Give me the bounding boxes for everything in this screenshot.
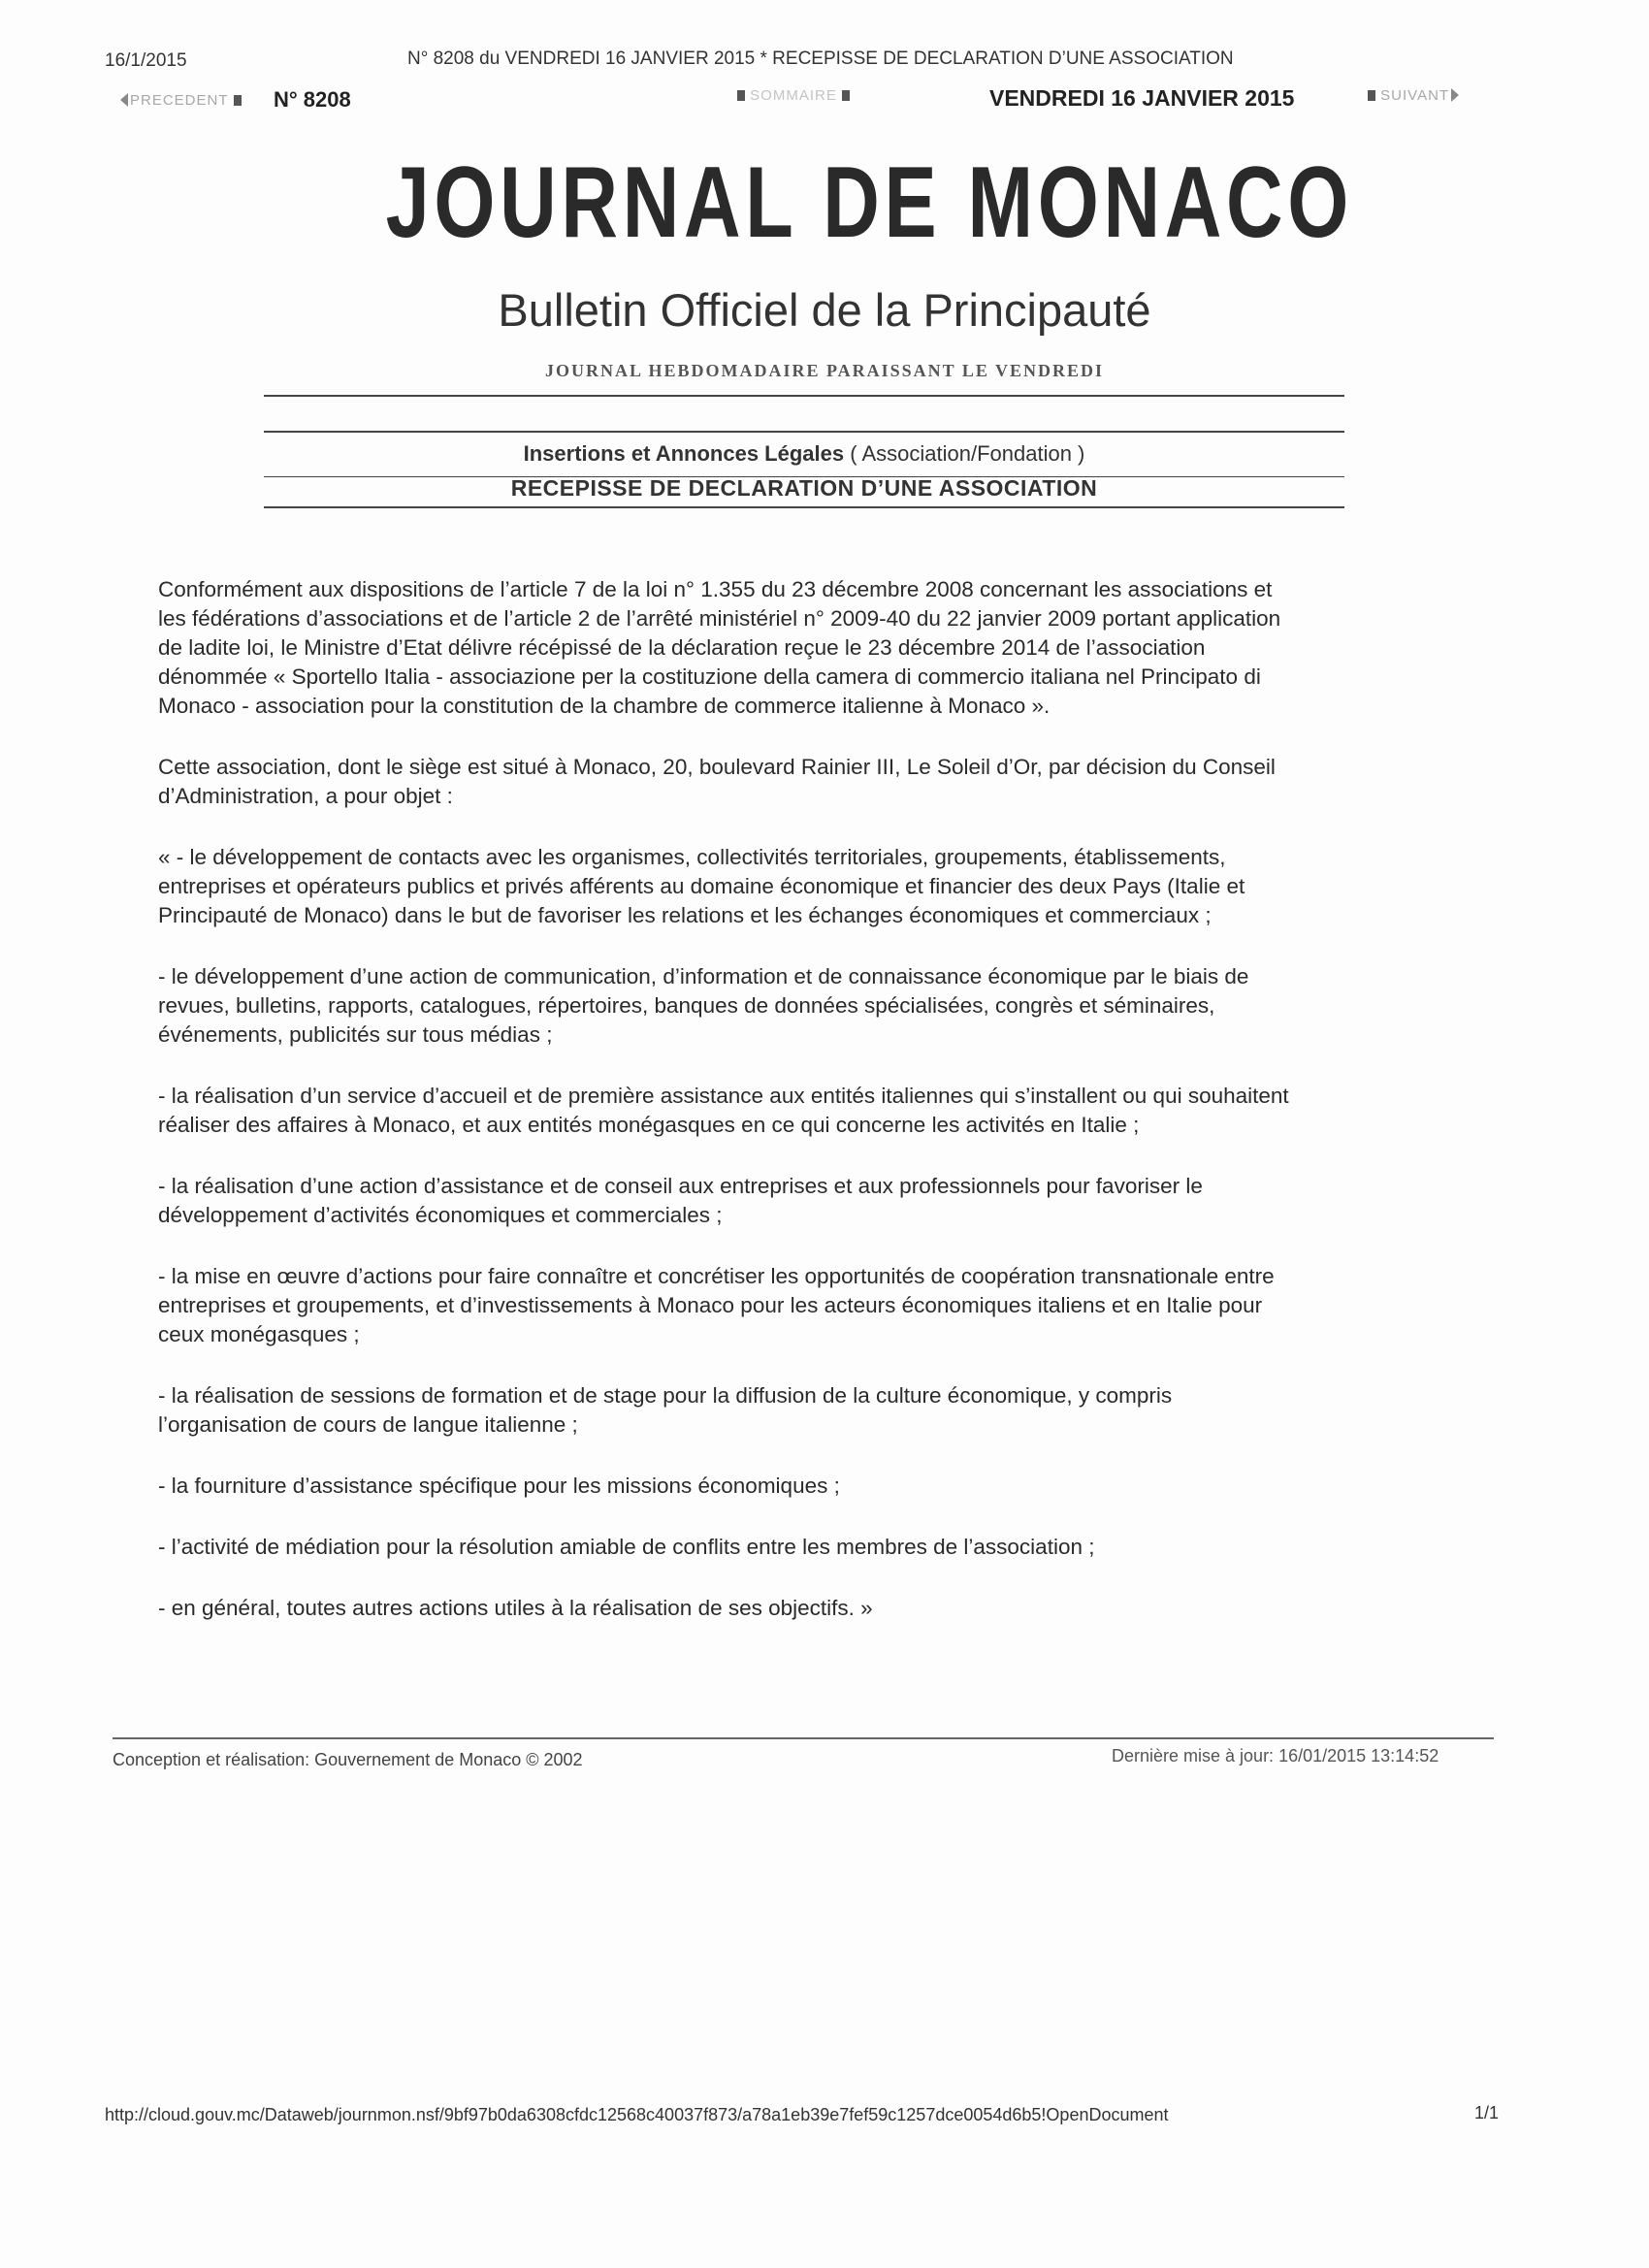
journal-subtitle: Bulletin Officiel de la Principauté	[498, 284, 1151, 336]
summary-link[interactable]	[737, 87, 850, 104]
section-subcategory: ( Association/Fondation )	[850, 441, 1085, 466]
body-paragraph: « - le développement de contacts avec les organismes, collectivités territoriales, groupements, établissements, entreprises et opérateurs publics et privés afférents au domaine économique et financier des deux Pays (Italie et Principauté de Monaco) dans le but de favoriser les relations et les échanges économiques et commerciaux ;	[158, 845, 1245, 927]
issue-date: VENDREDI 16 JANVIER 2015	[989, 85, 1295, 111]
square-icon	[234, 95, 242, 106]
notice-body	[158, 575, 1477, 1655]
divider	[264, 395, 1344, 397]
print-date: 16/1/2015	[105, 50, 187, 71]
square-icon	[842, 90, 850, 101]
summary-label: SOMMAIRE	[750, 87, 837, 104]
body-paragraph: - la fourniture d’assistance spécifique pour les missions économiques ;	[158, 1474, 840, 1498]
previous-label: PRECEDENT	[130, 92, 229, 109]
body-paragraph: - en général, toutes autres actions utiles à la réalisation de ses objectifs. »	[158, 1596, 873, 1620]
journal-tagline: JOURNAL HEBDOMADAIRE PARAISSANT LE VENDREDI	[544, 361, 1105, 380]
previous-link[interactable]	[120, 92, 242, 109]
square-icon	[737, 90, 745, 101]
divider	[264, 506, 1344, 508]
body-paragraph: - l’activité de médiation pour la résolution amiable de conflits entre les membres de l’association ;	[158, 1535, 1095, 1559]
notice-heading: RECEPISSE DE DECLARATION D’UNE ASSOCIATION	[510, 475, 1098, 501]
journal-masthead: JOURNAL DE MONACO	[385, 146, 1354, 259]
footer-divider	[113, 1737, 1494, 1739]
body-paragraph: - le développement d’une action de communication, d’information et de connaissance économique par le biais de revues, bulletins, rapports, catalogues, répertoires, banques de données spécialisées, congrès et séminaires, événements, publicités sur tous médias ;	[158, 964, 1249, 1047]
body-paragraph: - la réalisation d’une action d’assistance et de conseil aux entreprises et aux professionnels pour favoriser le développement d’activités économiques et commerciales ;	[158, 1174, 1203, 1227]
body-paragraph: Cette association, dont le siège est situé à Monaco, 20, boulevard Rainier III, Le Soleil d’Or, par décision du Conseil d’Administration, a pour objet :	[158, 755, 1276, 808]
body-paragraph: - la réalisation de sessions de formation et de stage pour la diffusion de la culture économique, y compris l’organisation de cours de langue italienne ;	[158, 1383, 1173, 1437]
triangle-left-icon	[120, 93, 128, 107]
print-page-title: N° 8208 du VENDREDI 16 JANVIER 2015 * RECEPISSE DE DECLARATION D’UNE ASSOCIATION	[407, 49, 1234, 69]
body-paragraph: Conformément aux dispositions de l’article 7 de la loi n° 1.355 du 23 décembre 2008 concernant les associations et les fédérations d’associations et de l’article 2 de l’arrêté ministériel n° 2009-40 du 22 janvier 2009 portant application de ladite loi, le Ministre d’Etat délivre récépissé de la déclaration reçue le 23 décembre 2014 de l’association dénommée « Sportello Italia - associazione per la costituzione della camera di commercio italiana nel Principato di Monaco - association pour la constitution de la chambre de commerce italienne à Monaco ».	[158, 577, 1281, 718]
section-breadcrumb	[264, 441, 1344, 467]
next-label: SUIVANT	[1380, 87, 1450, 104]
issue-number: N° 8208	[274, 87, 351, 112]
next-link[interactable]	[1368, 87, 1459, 104]
square-icon	[1368, 90, 1375, 101]
body-paragraph: - la réalisation d’un service d’accueil et de première assistance aux entités italiennes qui s’installent ou qui souhaitent réaliser des affaires à Monaco, et aux entités monégasques en ce qui concerne les activités en Italie ;	[158, 1084, 1289, 1137]
triangle-right-icon	[1451, 88, 1459, 102]
last-updated: Dernière mise à jour: 16/01/2015 13:14:52	[1112, 1746, 1439, 1766]
body-paragraph: - la mise en œuvre d’actions pour faire connaître et concrétiser les opportunités de coopération transnationale entre entreprises et groupements, et d’investissements à Monaco pour les acteurs économiques italiens et en Italie pour ceux monégasques ;	[158, 1264, 1275, 1346]
footer-credits: Conception et réalisation: Gouvernement de Monaco © 2002	[113, 1750, 583, 1769]
divider	[264, 431, 1344, 433]
section-category: Insertions et Annonces Légales	[523, 441, 845, 466]
print-url: http://cloud.gouv.mc/Dataweb/journmon.nsf/9bf97b0da6308cfdc12568c40037f873/a78a1eb39e7fef59c1257dce0054d6b5!OpenDocument	[105, 2105, 1169, 2124]
page-count: 1/1	[1474, 2103, 1500, 2122]
